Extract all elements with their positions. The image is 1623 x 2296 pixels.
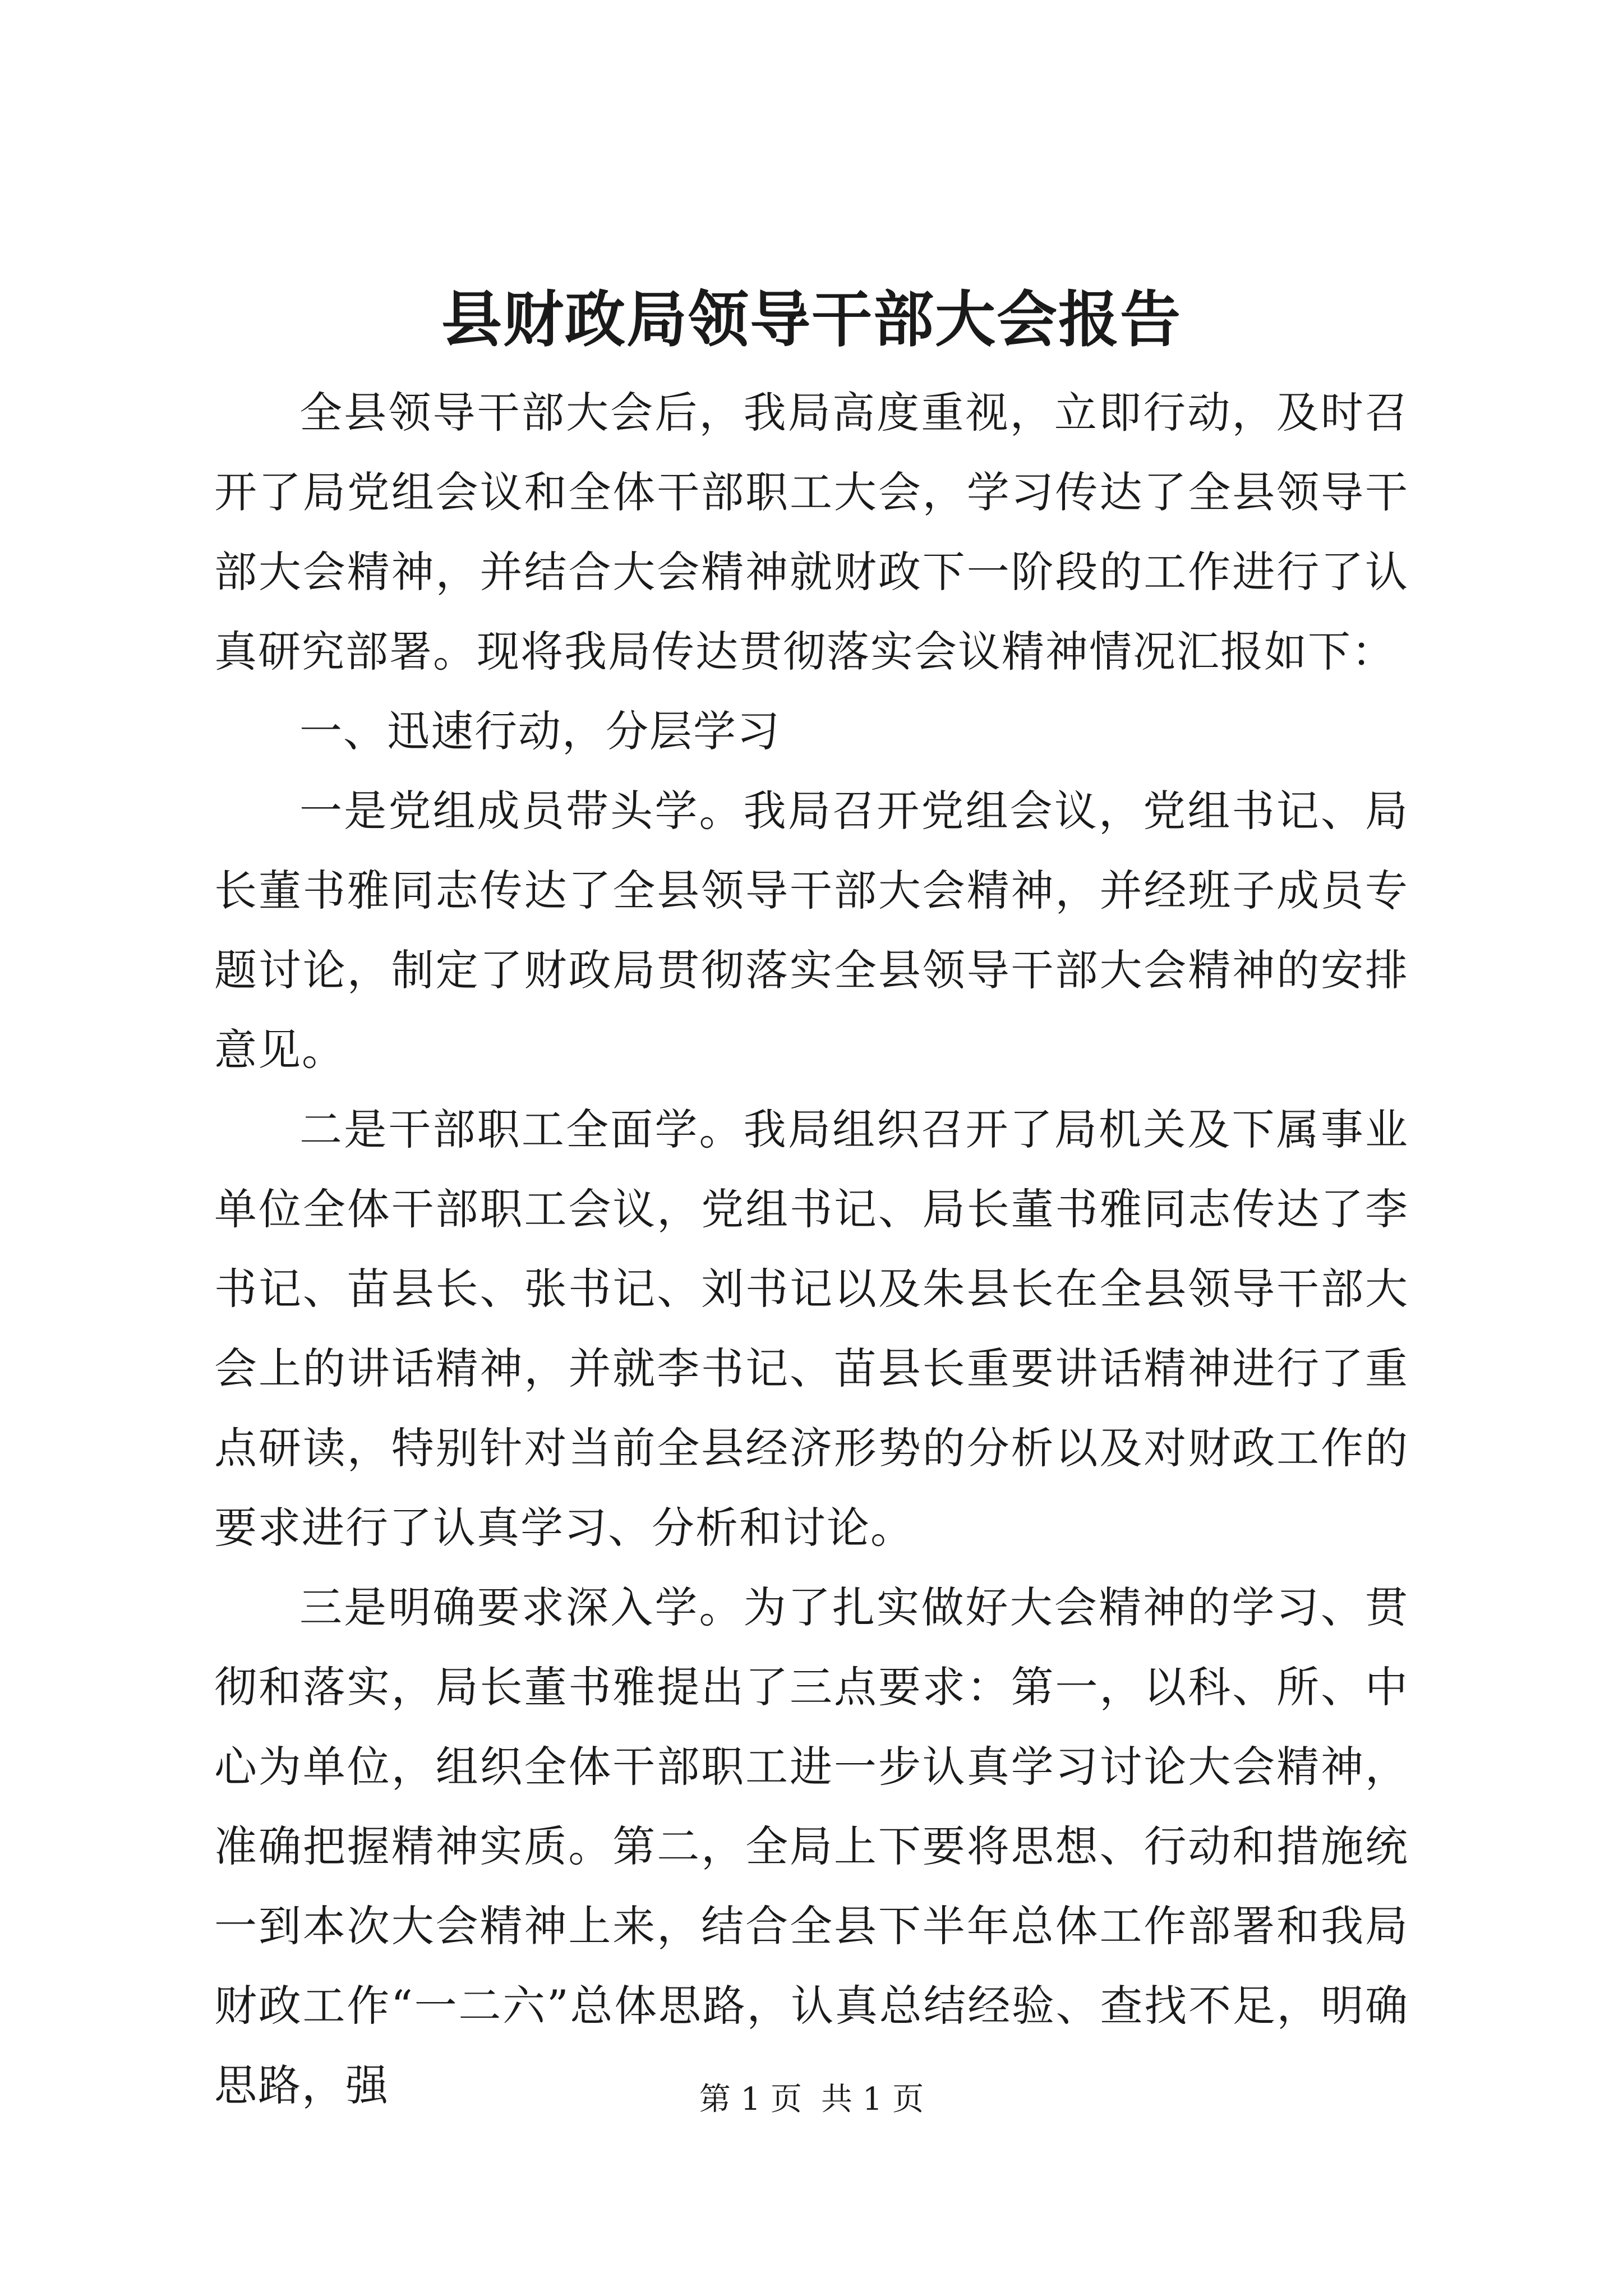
section-heading: 一、迅速行动，分层学习 [299, 706, 781, 756]
paragraph-item-1: 一是党组成员带头学。我局召开党组会议，党组书记、局长董书雅同志传达了全县领导干部大会精神，并经班子成员专题讨论，制定了财政局贯彻落实全县领导干部大会精神的安排意见。 [214, 786, 1409, 1075]
page-total: 共 1 页 [821, 2081, 924, 2118]
page-number: 第 1 页 [699, 2081, 802, 2118]
paragraph-intro: 全县领导干部大会后，我局高度重视，立即行动，及时召开了局党组会议和全体干部职工大会，学习传达了全县领导干部大会精神，并结合大会精神就财政下一阶段的工作进行了认真研究部署。现将我局传达贯彻落实会议精神情况汇报如下： [214, 388, 1409, 677]
document-body [214, 373, 1409, 2125]
paragraph-item-2: 二是干部职工全面学。我局组织召开了局机关及下属事业单位全体干部职工会议，党组书记、局长董书雅同志传达了李书记、苗县长、张书记、刘书记以及朱县长在全县领导干部大会上的讲话精神，并就李书记、苗县长重要讲话精神进行了重点研读，特别针对当前全县经济形势的分析以及对财政工作的要求进行了认真学习、分析和讨论。 [214, 1105, 1409, 1553]
paragraph-item-3: 三是明确要求深入学。为了扎实做好大会精神的学习、贯彻和落实，局长董书雅提出了三点要求：第一，以科、所、中心为单位，组织全体干部职工进一步认真学习讨论大会精神，准确把握精神实质。第二，全局上下要将思想、行动和措施统一到本次大会精神上来，结合全县下半年总体工作部署和我局财政工作“一二六”总体思路，认真总结经验、查找不足，明确思路，强 [214, 1582, 1409, 2110]
page-footer [0, 2080, 1623, 2119]
document-title: 县财政局领导干部大会报告 [441, 284, 1182, 355]
